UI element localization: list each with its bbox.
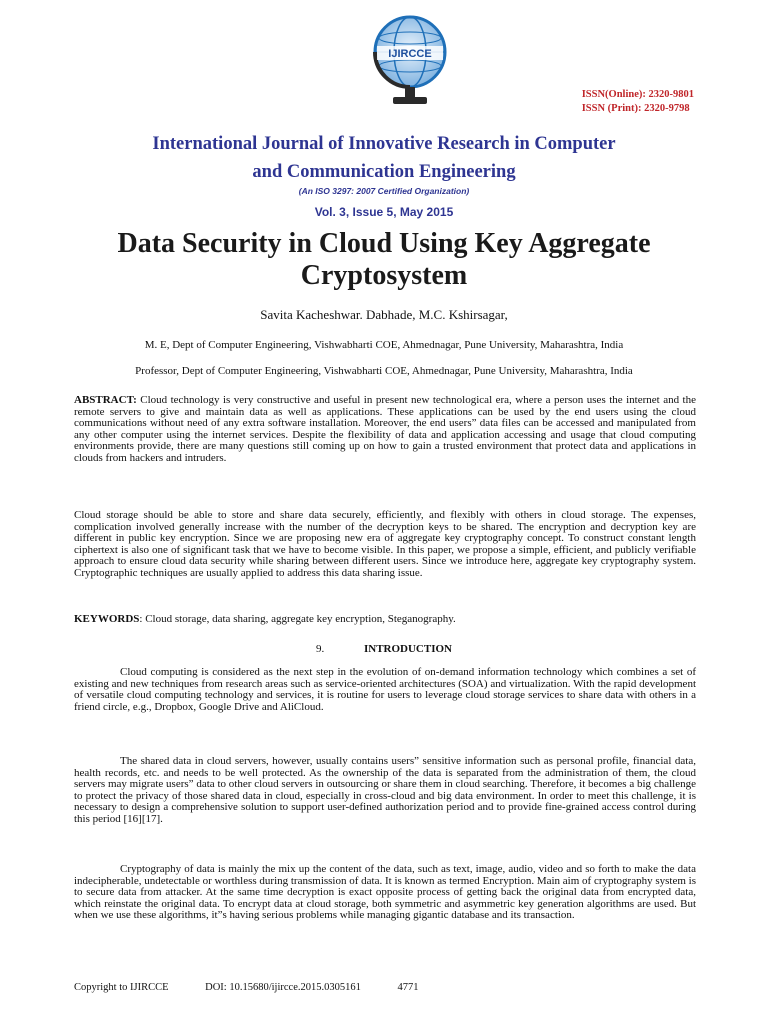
volume-issue: Vol. 3, Issue 5, May 2015 <box>314 205 454 219</box>
section-number: 9. <box>315 643 325 655</box>
footer-copyright: Copyright to IJIRCCE <box>74 982 169 993</box>
journal-title-line2: and Communication Engineering <box>252 162 516 182</box>
intro-paragraph-2: The shared data in cloud servers, however, usually contains users” sensitive information such as personal profile, financial data, health records, etc. and needs to be well protected. As the ownership of the data is separated from the administration of them, the cloud servers may migrate users” data to other cloud servers in outsourcing or share them in cloud searching. Therefore, it becomes a big challenge to protect the privacy of those shared data in cloud, especially in cross-cloud and big data environment. In order to meet this challenge, it is necessary to design a comprehensive solution to support user-defined authorization period and to provide fine-grained access control during this period [16][17]. <box>74 755 696 825</box>
journal-title <box>60 130 708 186</box>
authors: Savita Kacheshwar. Dabhade, M.C. Kshirsagar, <box>260 307 508 322</box>
keywords-paragraph <box>74 614 696 626</box>
affiliation-2: Professor, Dept of Computer Engineering, Vishwabharti COE, Ahmednagar, Pune University, Maharashtra, India <box>135 365 633 377</box>
page-footer <box>74 982 453 993</box>
paper-title-line1: Data Security in Cloud Using Key Aggregate <box>117 228 651 259</box>
section-title: INTRODUCTION <box>363 643 452 655</box>
footer-page-number: 4771 <box>397 982 419 993</box>
keywords-text: : Cloud storage, data sharing, aggregate key encryption, Steganography. <box>139 613 456 625</box>
journal-title-line1: International Journal of Innovative Research in Computer <box>152 134 616 154</box>
intro-paragraph-1: Cloud computing is considered as the next step in the evolution of on-demand information technology which combines a set of existing and new techniques from research areas such as service-oriented architectures (SOA) and virtualization. With the rapid development of versatile cloud computing technology and services, it is routine for users to leverage cloud storage services to share data with others in a friend circle, e.g., Dropbox, Google Drive and AliCloud. <box>74 666 696 713</box>
footer-doi: DOI: 10.15680/ijircce.2015.0305161 <box>205 982 361 993</box>
abstract-paragraph-2: Cloud storage should be able to store and share data securely, efficiently, and flexibly with others in cloud storage. The expenses, complication involved generally increase with the number of the decryption keys to be shared. The encryption and decryption key are different in public key encryption. Since we are proposing new era of aggregate key cryptography concept. To construct constant length ciphertext is also one of significant task that we have to become visible. In this paper, we propose a simple, efficient, and publicly verifiable approach to ensure cloud data security while sharing between different users. Since we introduce here, aggregate key cryptography system. Cryptographic techniques are usually applied to address this data sharing issue. <box>74 509 696 579</box>
journal-logo <box>355 8 465 110</box>
paper-title <box>40 228 728 292</box>
abstract-paragraph <box>74 395 696 464</box>
intro-paragraph-3: Cryptography of data is mainly the mix up the content of the data, such as text, image, audio, video and so forth to make the data indecipherable, undetectable or worthless during transmission of data. It is known as termed Encryption. Main aim of cryptography system is to secure data from attacker. At the same time decryption is exact opposite process of getting back the original data from encrypted data, which reinstate the original data. To encrypt data at cloud storage, both symmetric and asymmetric key generation algorithms are used. But when we use these algorithms, it”s having serious problems while managing gigantic database and its transaction. <box>74 863 696 921</box>
section-heading-introduction <box>0 643 768 655</box>
abstract-text: Cloud technology is very constructive and useful in present new technological era, where a person uses the internet and the remote servers to give and maintain data as well as applications. These applications can be used by the end users using the cloud communications without need of any extra software installation. Moreover, the end users” data files can be accessed and manipulated from any other computer using the internet services. Despite the flexibility of data and application accessing and usage that cloud computing environments provide, there are many questions still coming up on how to gain a trusted environment that protect data and applications in clouds from hackers and intruders. <box>74 394 696 464</box>
issn-online: ISSN(Online): 2320-9801 <box>581 89 694 100</box>
abstract-label: ABSTRACT: <box>74 394 137 406</box>
paper-title-line2: Cryptosystem <box>300 260 468 291</box>
issn-print: ISSN (Print): 2320-9798 <box>581 103 690 114</box>
keywords-label: KEYWORDS <box>74 613 140 625</box>
iso-certification: (An ISO 3297: 2007 Certified Organization) <box>298 186 470 196</box>
globe-icon <box>355 8 465 110</box>
logo-text: IJIRCCE <box>388 48 432 60</box>
issn-block <box>582 88 694 116</box>
affiliation-1: M. E, Dept of Computer Engineering, Vishwabharti COE, Ahmednagar, Pune University, Maharashtra, India <box>144 339 624 351</box>
